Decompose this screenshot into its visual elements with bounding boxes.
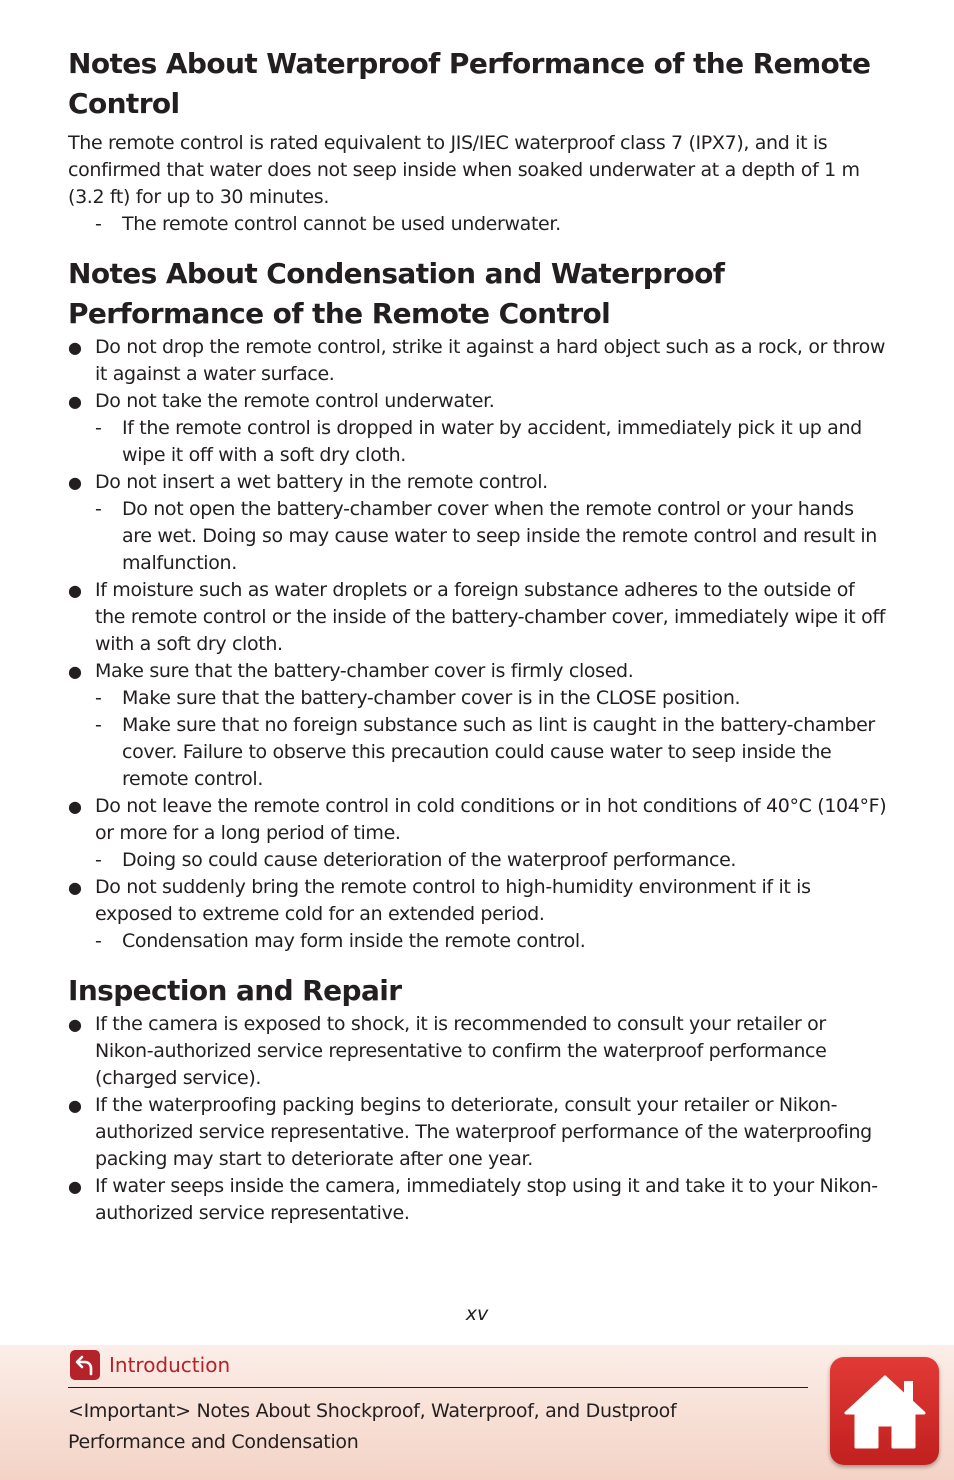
section-condensation xyxy=(68,254,888,955)
section-waterproof-remote xyxy=(68,44,888,238)
heading-line: Notes About Condensation and Waterproof xyxy=(68,257,725,290)
sub-item xyxy=(95,685,888,712)
bullet-text: If water seeps inside the camera, immediately stop using it and take it to your Nikon-authorized service representative. xyxy=(95,1175,878,1224)
sub-item-text: The remote control cannot be used underwater. xyxy=(122,213,561,235)
sub-item-text: Make sure that no foreign substance such as lint is caught in the battery-chamber cover. Failure to observe this precaution could cause water to seep inside the remote control. xyxy=(122,714,875,790)
bullet-icon: ● xyxy=(68,473,82,492)
home-icon xyxy=(842,1371,928,1451)
bullet-item xyxy=(68,1092,888,1173)
sub-item xyxy=(95,847,888,874)
sub-item xyxy=(95,415,888,469)
sub-list xyxy=(95,685,888,793)
bullet-text: If the camera is exposed to shock, it is recommended to consult your retailer or Nikon-authorized service representative to confirm the waterproof performance (charged service). xyxy=(95,1013,827,1089)
bullet-list xyxy=(68,1011,888,1227)
bullet-text: Do not take the remote control underwater. xyxy=(95,390,495,412)
sub-list xyxy=(95,847,888,874)
page-content xyxy=(68,44,888,1227)
bullet-text: Make sure that the battery-chamber cover is firmly closed. xyxy=(95,660,634,682)
introduction-link-label: Introduction xyxy=(109,1353,231,1377)
introduction-link[interactable] xyxy=(70,1350,230,1380)
bullet-icon: ● xyxy=(68,1177,82,1196)
return-arrow-icon xyxy=(70,1350,100,1380)
breadcrumb xyxy=(68,1396,788,1458)
bullet-icon: ● xyxy=(68,1096,82,1115)
body-paragraph: The remote control is rated equivalent to JIS/IEC waterproof class 7 (IPX7), and it is confirmed that water does not seep inside when soaked underwater at a depth of 1 m (3.2 ft) for up to 30 minutes. xyxy=(68,132,860,208)
bullet-item xyxy=(68,469,888,577)
bullet-item xyxy=(68,1011,888,1092)
section-heading xyxy=(68,254,888,334)
heading-line: Performance of the Remote Control xyxy=(68,297,611,330)
bullet-text: Do not suddenly bring the remote control to high-humidity environment if it is exposed to extreme cold for an extended period. xyxy=(95,876,811,925)
sub-list xyxy=(95,415,888,469)
bullet-text: Do not drop the remote control, strike it against a hard object such as a rock, or throw it against a water surface. xyxy=(95,336,886,385)
footer-bar xyxy=(0,1345,954,1480)
breadcrumb-line: Performance and Condensation xyxy=(68,1431,359,1453)
dash-marker: - xyxy=(95,213,102,235)
bullet-icon: ● xyxy=(68,581,82,600)
home-button[interactable] xyxy=(830,1357,939,1465)
bullet-item xyxy=(68,658,888,793)
bullet-item xyxy=(68,388,888,469)
sub-item xyxy=(95,211,888,238)
bullet-item xyxy=(68,334,888,388)
heading-line: Notes About Waterproof Performance of the Remote xyxy=(68,47,871,80)
footer-divider xyxy=(68,1387,808,1388)
breadcrumb-line: <Important> Notes About Shockproof, Waterproof, and Dustproof xyxy=(68,1400,677,1422)
bullet-text: If the waterproofing packing begins to deteriorate, consult your retailer or Nikon-authorized service representative. The waterproof performance of the waterproofing packing may start to deteriorate after one year. xyxy=(95,1094,872,1170)
dash-marker: - xyxy=(95,849,102,871)
bullet-icon: ● xyxy=(68,797,82,816)
bullet-text: Do not insert a wet battery in the remote control. xyxy=(95,471,548,493)
sub-item-text: Do not open the battery-chamber cover when the remote control or your hands are wet. Doing so may cause water to seep inside the remote control and result in malfunction. xyxy=(122,498,877,574)
bullet-icon: ● xyxy=(68,1015,82,1034)
sub-list xyxy=(95,928,888,955)
bullet-item xyxy=(68,874,888,955)
bullet-icon: ● xyxy=(68,878,82,897)
sub-list xyxy=(95,211,888,238)
dash-marker: - xyxy=(95,714,102,736)
bullet-item xyxy=(68,793,888,874)
heading-line: Control xyxy=(68,87,180,120)
sub-item-text: Make sure that the battery-chamber cover is in the CLOSE position. xyxy=(122,687,741,709)
bullet-icon: ● xyxy=(68,338,82,357)
sub-item xyxy=(95,712,888,793)
bullet-icon: ● xyxy=(68,662,82,681)
bullet-item xyxy=(68,1173,888,1227)
bullet-icon: ● xyxy=(68,392,82,411)
bullet-text: If moisture such as water droplets or a foreign substance adheres to the outside of the remote control or the inside of the battery-chamber cover, immediately wipe it off with a soft dry cloth. xyxy=(95,579,886,655)
page-number: xv xyxy=(465,1303,489,1325)
section-heading: Inspection and Repair xyxy=(68,974,402,1007)
dash-marker: - xyxy=(95,417,102,439)
sub-item xyxy=(95,496,888,577)
sub-item-text: Condensation may form inside the remote control. xyxy=(122,930,586,952)
bullet-item xyxy=(68,577,888,658)
bullet-text: Do not leave the remote control in cold conditions or in hot conditions of 40°C (104°F) or more for a long period of time. xyxy=(95,795,887,844)
dash-marker: - xyxy=(95,498,102,520)
sub-item-text: Doing so could cause deterioration of the waterproof performance. xyxy=(122,849,737,871)
section-inspection-repair xyxy=(68,971,888,1227)
sub-item-text: If the remote control is dropped in water by accident, immediately pick it up and wipe it off with a soft dry cloth. xyxy=(122,417,862,466)
dash-marker: - xyxy=(95,687,102,709)
dash-marker: - xyxy=(95,930,102,952)
section-heading xyxy=(68,44,888,124)
sub-list xyxy=(95,496,888,577)
sub-item xyxy=(95,928,888,955)
bullet-list xyxy=(68,334,888,955)
